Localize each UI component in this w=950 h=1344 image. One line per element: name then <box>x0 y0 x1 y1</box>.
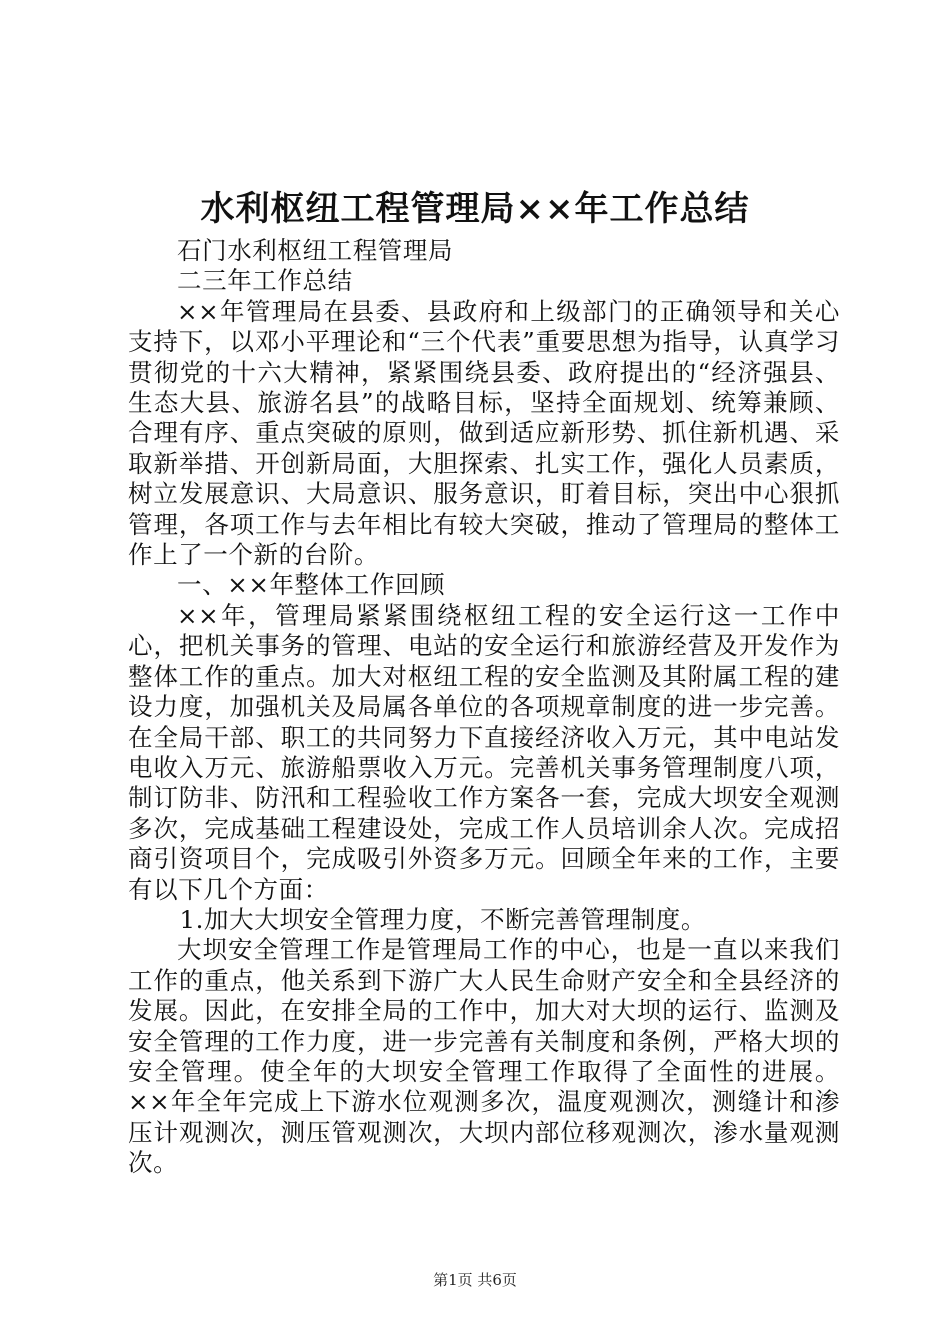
page-footer: 第1页 共6页 <box>433 1271 517 1289</box>
paragraph-dam-safety: 大坝安全管理工作是管理局工作的中心，也是一直以来我们工作的重点，他关系到下游广大人民生命财产安全和全县经济的发展。因此，在安排全局的工作中，加大对大坝的运行、监测及安全管理的工作力度，进一步完善有关制度和条例，严格大坝的安全管理。使全年的大坝安全管理工作取得了全面性的进展。××年全年完成上下游水位观测多次，温度观测次，测缝计和渗压计观测次，测压管观测次，大坝内部位移观测次，渗水量观测次。 <box>128 935 840 1178</box>
paragraph-intro: ××年管理局在县委、县政府和上级部门的正确领导和关心支持下，以邓小平理论和“三个代表”重要思想为指导，认真学习贯彻党的十六大精神，紧紧围绕县委、政府提出的“经济强县、生态大县、旅游名县”的战略目标，坚持全面规划、统筹兼顾、合理有序、重点突破的原则，做到适应新形势、抓住新机遇、采取新举措、开创新局面，大胆探索、扎实工作，强化人员素质，树立发展意识、大局意识、服务意识，盯着目标，突出中心狠抓管理，各项工作与去年相比有较大突破，推动了管理局的整体工作上了一个新的台阶。 <box>128 296 840 570</box>
section-heading: 一、××年整体工作回顾 <box>177 570 446 600</box>
subsection-heading: 1.加大大坝安全管理力度，不断完善管理制度。 <box>179 904 707 934</box>
paragraph-review: ××年，管理局紧紧围绕枢纽工程的安全运行这一工作中心，把机关事务的管理、电站的安全运行和旅游经营及开发作为整体工作的重点。加大对枢纽工程的安全监测及其附属工程的建设力度，加强机关及局属各单位的各项规章制度的进一步完善。在全局干部、职工的共同努力下直接经济收入万元，其中电站发电收入万元、旅游船票收入万元。完善机关事务管理制度八项，制订防非、防汛和工程验收工作方案各一套，完成大坝安全观测多次，完成基础工程建设处，完成工作人员培训余人次。完成招商引资项目个，完成吸引外资多万元。回顾全年来的工作，主要有以下几个方面： <box>128 600 840 904</box>
paragraph-organization: 石门水利枢纽工程管理局 <box>177 236 454 265</box>
document-body <box>128 236 840 1179</box>
paragraph-subtitle: 二三年工作总结 <box>177 266 353 296</box>
document-title: 水利枢纽工程管理局××年工作总结 <box>200 189 750 229</box>
